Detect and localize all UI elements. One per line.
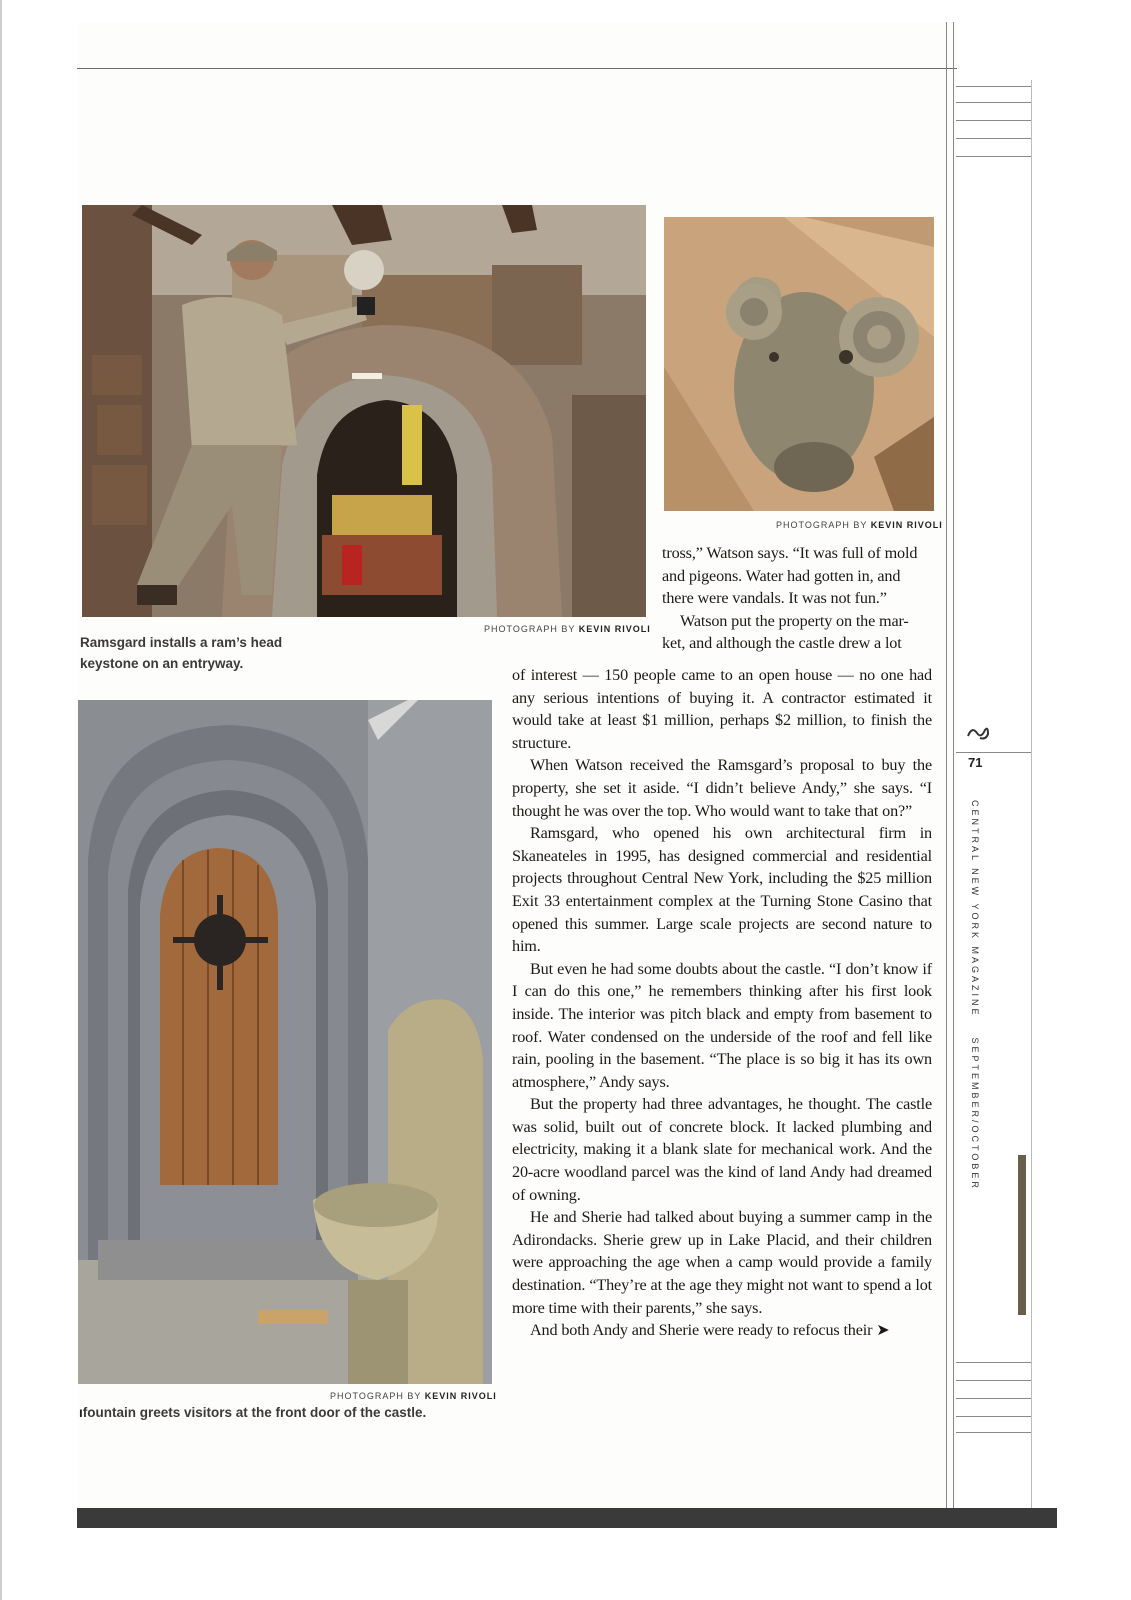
edge-rule	[956, 1398, 1031, 1399]
scan-shadow	[77, 1508, 1057, 1528]
article-paragraph: When Watson received the Ramsgard’s proposal to buy the property, she set it aside. “I didn’t believe Andy,” she says. “I thought he was over the top. Who would want to take that on?”	[512, 756, 932, 820]
caption-mark: ı	[79, 1405, 83, 1420]
photo-ram-head	[664, 217, 934, 511]
article-line: and pigeons. Water had gotten in, and	[662, 566, 901, 585]
top-rule	[77, 68, 957, 69]
page-edge-line	[953, 22, 954, 1510]
page-edge-tab	[1018, 1155, 1026, 1315]
edge-rule	[956, 120, 1031, 121]
edge-rule	[956, 86, 1031, 87]
edge-rule	[956, 156, 1031, 157]
article-paragraph: And both Andy and Sherie were ready to refocus their ➤	[530, 1321, 890, 1340]
article-line: Watson put the property on the mar-	[680, 611, 909, 630]
caption-line: Ramsgard installs a ram’s head	[80, 635, 283, 650]
article-column-right	[662, 542, 932, 655]
edge-rule	[956, 138, 1031, 139]
edge-rule	[956, 1432, 1031, 1433]
photo-credit: PHOTOGRAPH BY KEVIN RIVOLI	[776, 520, 943, 530]
article-line: tross,” Watson says. “It was full of mold	[662, 544, 918, 562]
article-paragraph: of interest — 150 people came to an open house — no one had any serious intentions of buying it. A contractor estimated it would take at least $1 million, perhaps $2 million, to finish the structure.	[512, 666, 932, 752]
edge-rule	[956, 1380, 1031, 1381]
edge-rule	[956, 752, 1031, 753]
photo-ram-install	[82, 205, 646, 617]
photo-credit: PHOTOGRAPH BY KEVIN RIVOLI	[484, 624, 651, 634]
article-line: there were vandals. It was not fun.”	[662, 589, 887, 608]
photo-credit: PHOTOGRAPH BY KEVIN RIVOLI	[330, 1391, 497, 1401]
article-paragraph: Ramsgard, who opened his own architectural firm in Skaneateles in 1995, has designed commercial and residential projects throughout Central New York, including the $25 million Exit 33 entertainment complex at the Turning Stone Casino that opened this summer. Large scale projects are second nature to him.	[512, 824, 932, 956]
edge-rule	[956, 1362, 1031, 1363]
edge-rule	[956, 1416, 1031, 1417]
running-footer	[970, 800, 980, 1191]
photo-front-door	[78, 700, 492, 1384]
scan-edge	[0, 0, 2, 1600]
ornament-icon	[966, 724, 990, 742]
article-line: ket, and although the castle drew a lot	[662, 634, 902, 653]
caption-line: keystone on an entryway.	[80, 656, 244, 671]
photo-caption	[80, 632, 282, 674]
page-edge-line	[1031, 80, 1032, 1510]
photo-caption	[79, 1402, 426, 1423]
caption-line: fountain greets visitors at the front door of the castle.	[82, 1405, 427, 1420]
page-edge-line	[946, 22, 947, 1510]
magazine-name: CENTRAL NEW YORK MAGAZINE	[970, 800, 980, 1018]
article-paragraph: But the property had three advantages, he thought. The castle was solid, built out of concrete block. It lacked plumbing and electricity, making it a blank slate for mechanical work. And the 20-acre woodland parcel was the kind of land Andy had dreamed of owning.	[512, 1095, 932, 1204]
article-paragraph: But even he had some doubts about the castle. “I don’t know if I can do this one,” he remembers thinking after his first look inside. The interior was pitch black and empty from basement to roof. Water condensed on the underside of the roof and fell like rain, pooling in the basement. “The place is so big it has its own atmosphere,” Andy says.	[512, 959, 932, 1091]
article-paragraph: He and Sherie had talked about buying a summer camp in the Adirondacks. Sherie grew up in Lake Placid, and their children were approaching the age when a camp would provide a family destination. “They’re at the age they might not want to spend a lot more time with their parents,” she says.	[512, 1208, 932, 1317]
page-number: 71	[968, 755, 983, 770]
article-body	[512, 664, 932, 1342]
edge-rule	[956, 102, 1031, 103]
issue-date: SEPTEMBER/OCTOBER	[970, 1037, 980, 1191]
